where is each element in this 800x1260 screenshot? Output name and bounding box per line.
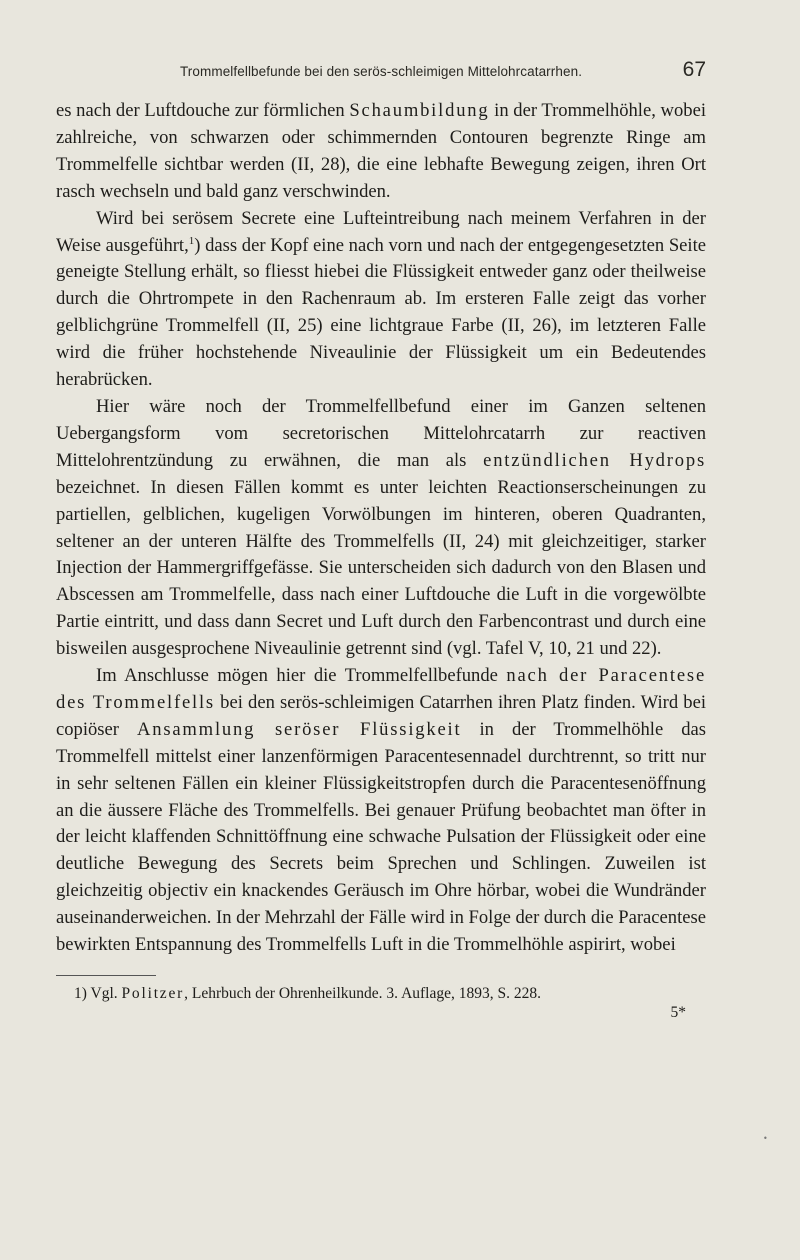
running-head	[56, 58, 706, 82]
p4-emphasis-2: Ansammlung seröser Flüssigkeit	[137, 718, 462, 740]
footnote-marker: 1	[74, 985, 82, 1002]
footnote-text-a: ) Vgl.	[81, 985, 122, 1002]
p4-emphasis-1: nach der Paracentese des Trommelfells	[56, 665, 706, 713]
p4-text-e: in der Trommelhöhle das Trommelfell mittelst einer lanzenförmigen Paracentesennadel durchtrennt, so tritt nur in sehr seltenen Fällen ein kleiner Flüssigkeitstropfen durch die Paracentesenöffnung an die äussere Fläche des Trommelfells. Bei genauer Prüfung beobachtet man öfter in der leicht klaffenden Schnittöffnung eine schwache Pulsation der Flüssigkeit oder eine deutliche Bewegung des Secrets beim Sprechen und Schlingen. Zuweilen ist gleichzeitig objectiv ein knackendes Geräusch im Ohre hörbar, wobei die Wundränder auseinanderweichen. In der Mehrzahl der Fälle wird in Folge der durch die Paracentese bewirkten Entspannung des Trommelfells Luft in die Trommelhöhle aspirirt, wobei	[56, 718, 707, 956]
margin-dot: •	[763, 1134, 768, 1143]
page-number: 67	[682, 58, 706, 81]
footnote-divider	[56, 975, 156, 976]
footnote-text-b: , Lehrbuch der Ohrenheilkunde. 3. Auflage, 1893, S. 228.	[184, 985, 541, 1002]
p1-text-a: es nach der Luftdouche zur förmlichen	[56, 100, 350, 121]
running-title: Trommelfellbefunde bei den serös-schleimigen Mittelohrcatarrhen.	[179, 64, 583, 79]
p1-text-c: in der Trommelhöhle, wobei zahlreiche, von schwarzen oder schimmernden Contouren begrenzte Ringe am Trommelfelle sichtbar werden (II, 28), die eine lebhafte Bewegung zeigen, ihren Ort rasch wechseln und bald ganz verschwinden.	[56, 100, 706, 202]
p4-text-a: Im Anschlusse mögen hier die Trommelfellbefunde	[96, 665, 507, 687]
paragraph-2	[56, 206, 706, 394]
signature-mark: 5*	[670, 1004, 686, 1021]
p3-emphasis: entzündlichen Hydrops	[483, 449, 706, 471]
footnote	[56, 984, 706, 1004]
paragraph-4	[56, 663, 706, 959]
footnote-author: Politzer	[121, 985, 185, 1002]
body-text	[56, 98, 706, 959]
p2-text-b: ) dass der Kopf eine nach vorn und nach der entgegengesetzten Seite geneigte Stellung erhält, so fliesst hiebei die Flüssigkeit entweder ganz oder theilweise durch die Ohrtrompete in den Rachenraum ab. Im ersteren Falle zeigt das vorher gelblichgrüne Trommelfell (II, 25) eine lichtgraue Farbe (II, 26), im letzteren Falle wird die früher hochstehende Niveaulinie der Flüssigkeit um ein Bedeutendes herabrücken.	[56, 234, 706, 391]
paragraph-3	[56, 394, 706, 663]
book-page	[56, 58, 706, 1022]
p3-text-c: bezeichnet. In diesen Fällen kommt es unter leichten Reactionserscheinungen zu partiellen, gelblichen, kugeligen Vorwölbungen im hinteren, oberen Quadranten, seltener an der unteren Hälfte des Trommelfells (II, 24) mit gleichzeitiger, starker Injection der Hammergriffgefässe. Sie unterscheiden sich dadurch von den Blasen und Abscessen am Trommelfelle, dass nach einer Luftdouche die Luft in die vorgewölbte Partie eintritt, und dass dann Secret und Luft durch den Farbencontrast und durch eine bisweilen ausgesprochene Niveaulinie getrennt sind (vgl. Tafel V, 10, 21 und 22).	[56, 476, 706, 660]
p3-text-a: Hier wäre noch der Trommelfellbefund einer im Ganzen seltenen Uebergangsform vom secretorischen Mittelohrcatarrh zur reactiven Mittelohrentzündung zu erwähnen, die man als	[56, 395, 706, 471]
p1-emphasis: Schaumbildung	[349, 100, 490, 121]
paragraph-1	[56, 98, 706, 206]
footnote-ref: 1	[188, 234, 195, 247]
p2-text-a: Wird bei serösem Secrete eine Lufteintreibung nach meinem Verfahren in der Weise ausgeführt,	[56, 207, 706, 256]
p4-text-c: bei den serös-schleimigen Catarrhen ihren Platz finden. Wird bei copiöser	[56, 691, 707, 740]
